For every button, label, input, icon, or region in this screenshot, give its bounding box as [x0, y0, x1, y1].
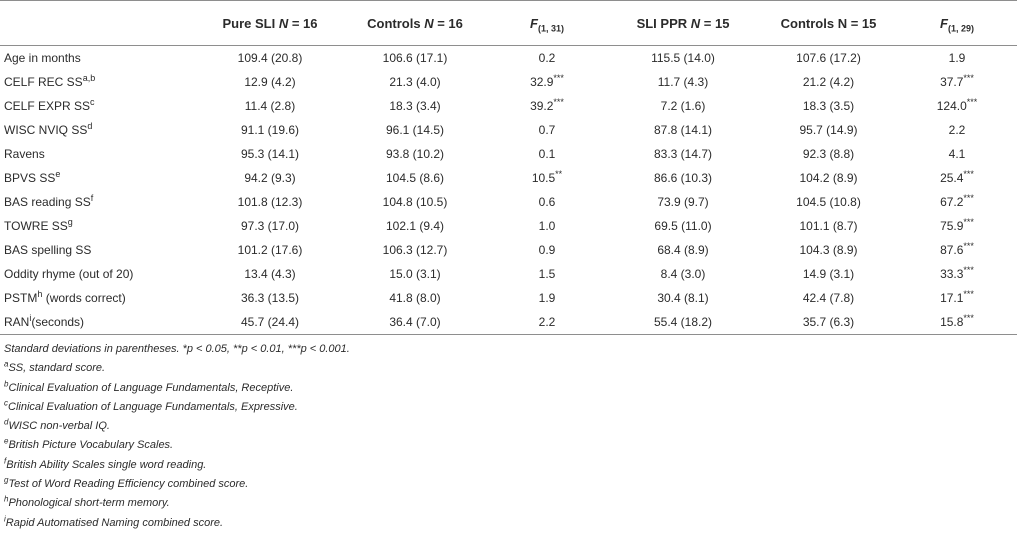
footnote-letter: i [4, 514, 6, 524]
cell-value: 37.7 [940, 75, 964, 89]
measure-name: CELF REC SS [4, 75, 83, 89]
row-label [0, 238, 198, 262]
footnote-text: Test of Word Reading Efficiency combined score. [8, 478, 249, 491]
cell-value: 69.5 (11.0) [654, 219, 712, 233]
header-count: = 16 [288, 15, 318, 31]
table-cell [488, 214, 606, 238]
table-cell [198, 46, 342, 71]
significance-stars: *** [966, 97, 978, 107]
cell-value: 106.6 (17.1) [382, 51, 448, 65]
cell-value: 11.7 (4.3) [657, 75, 709, 89]
footnote-marker: h [37, 289, 43, 299]
header-n: N [278, 15, 289, 31]
notes-main: Standard deviations in parentheses. *p < 0.05, **p < 0.01, ***p < 0.001. [4, 343, 350, 355]
footnote-marker: e [55, 169, 61, 179]
table-cell [342, 214, 488, 238]
header-df: (1, 31) [537, 23, 564, 34]
cell-value: 1.5 [538, 267, 556, 281]
cell-value: 55.4 (18.2) [653, 315, 713, 329]
table-cell [760, 190, 897, 214]
cell-value: 18.3 (3.5) [802, 99, 855, 113]
cell-value: 104.5 (10.8) [796, 195, 861, 209]
cell-value: 0.2 [538, 51, 556, 65]
measure-name: Oddity rhyme (out of 20) [4, 267, 134, 281]
footnote [4, 494, 350, 513]
cell-value: 32.9 [530, 75, 554, 89]
footnote [4, 514, 350, 533]
cell-value: 101.1 (8.7) [799, 219, 858, 233]
table-cell [760, 70, 897, 94]
table-cell [488, 142, 606, 166]
footnote-letter: c [4, 398, 8, 408]
cell-value: 101.8 (12.3) [237, 195, 303, 209]
column-header-5 [760, 1, 897, 46]
header-count: = 16 [433, 15, 463, 31]
cell-value: 67.2 [940, 195, 964, 209]
table-row [0, 190, 1017, 214]
cell-value: 12.9 (4.2) [244, 75, 296, 89]
table-cell [606, 190, 760, 214]
column-header-3 [488, 1, 606, 46]
column-header-1 [198, 1, 342, 46]
table-cell [342, 46, 488, 71]
cell-value: 75.9 [940, 219, 964, 233]
table-cell [488, 118, 606, 142]
cell-value: 68.4 (8.9) [657, 243, 709, 257]
table-cell [198, 310, 342, 335]
table-cell [488, 46, 606, 71]
table-cell [342, 310, 488, 335]
cell-value: 1.9 [538, 291, 556, 305]
significance-stars: *** [553, 73, 564, 83]
cell-value: 7.2 (1.6) [660, 99, 706, 113]
table-cell [342, 190, 488, 214]
column-header-6 [897, 1, 1017, 46]
header-n: N [424, 15, 434, 31]
cell-value: 96.1 (14.5) [385, 123, 445, 137]
cell-value: 42.4 (7.8) [802, 291, 855, 305]
footnote-marker: d [87, 121, 93, 131]
row-label [0, 70, 198, 94]
table-cell [606, 46, 760, 71]
table-cell [897, 70, 1017, 94]
cell-value: 17.1 [940, 291, 964, 305]
header-group: Controls [367, 15, 421, 31]
header-group: SLI PPR [636, 15, 688, 31]
table-cell [760, 286, 897, 310]
table-cell [342, 70, 488, 94]
table-cell [198, 262, 342, 286]
table-cell [606, 286, 760, 310]
cell-value: 13.4 (4.3) [244, 267, 296, 281]
row-label [0, 142, 198, 166]
table-cell [342, 118, 488, 142]
table-cell [198, 190, 342, 214]
cell-value: 102.1 (9.4) [385, 219, 445, 233]
table-cell [488, 310, 606, 335]
significance-stars: *** [963, 193, 974, 203]
table-cell [488, 262, 606, 286]
table-cell [488, 238, 606, 262]
table-cell [897, 118, 1017, 142]
table-cell [198, 286, 342, 310]
cell-value: 25.4 [940, 171, 964, 185]
table-cell [606, 214, 760, 238]
cell-value: 95.3 (14.1) [240, 147, 300, 161]
cell-value: 104.8 (10.5) [382, 195, 448, 209]
header-group: Controls N = 15 [780, 15, 877, 31]
table-row [0, 238, 1017, 262]
cell-value: 92.3 (8.8) [802, 147, 855, 161]
measure-name: TOWRE SS [4, 219, 68, 233]
cell-value: 91.1 (19.6) [240, 123, 300, 137]
measure-name: BPVS SS [4, 171, 56, 185]
table-cell [897, 238, 1017, 262]
table-row [0, 118, 1017, 142]
footnote-list [4, 359, 350, 533]
measure-name: BAS spelling SS [4, 243, 92, 257]
footnote-letter: f [4, 456, 7, 466]
cell-value: 87.8 (14.1) [653, 123, 713, 137]
cell-value: 104.2 (8.9) [799, 171, 858, 185]
table-row [0, 94, 1017, 118]
table-row [0, 310, 1017, 335]
table-cell [897, 166, 1017, 190]
cell-value: 8.4 (3.0) [660, 267, 706, 281]
table-cell [606, 166, 760, 190]
table-row [0, 46, 1017, 71]
table-cell [760, 118, 897, 142]
footnote-marker: i [29, 313, 32, 323]
column-header-4 [606, 1, 760, 46]
footnote-letter: e [4, 436, 9, 446]
cell-value: 104.3 (8.9) [799, 243, 858, 257]
cell-value: 11.4 (2.8) [244, 99, 296, 113]
row-label [0, 262, 198, 286]
footnote-letter: d [4, 417, 9, 427]
footnote-marker: c [90, 97, 95, 107]
table-row [0, 286, 1017, 310]
significance-stars: *** [963, 241, 974, 251]
header-df: (1, 29) [947, 23, 974, 34]
cell-value: 124.0 [936, 99, 967, 113]
table-cell [198, 70, 342, 94]
cell-value: 36.4 (7.0) [389, 315, 441, 329]
table-cell [606, 310, 760, 335]
table-cell [488, 166, 606, 190]
table-cell [342, 142, 488, 166]
cell-value: 94.2 (9.3) [244, 171, 296, 185]
footnote-letter: g [4, 475, 9, 485]
cell-value: 73.9 (9.7) [657, 195, 709, 209]
cell-value: 39.2 [530, 99, 554, 113]
significance-stars: ** [555, 169, 563, 179]
table-cell [897, 310, 1017, 335]
table-cell [897, 262, 1017, 286]
table-cell [760, 94, 897, 118]
table-row [0, 142, 1017, 166]
footnote-marker: g [67, 217, 73, 227]
table-cell [760, 46, 897, 71]
measure-name: WISC NVIQ SS [4, 123, 88, 137]
table-cell [342, 166, 488, 190]
cell-value: 95.7 (14.9) [799, 123, 858, 137]
cell-value: 14.9 (3.1) [802, 267, 855, 281]
cell-value: 97.3 (17.0) [240, 219, 300, 233]
footnote-text: SS, standard score. [8, 362, 106, 375]
significance-stars: *** [963, 289, 974, 299]
row-label [0, 46, 198, 71]
footnote-text: British Ability Scales single word reading. [6, 458, 207, 471]
cell-value: 2.2 [948, 123, 966, 137]
table-cell [198, 118, 342, 142]
cell-value: 4.1 [948, 147, 966, 161]
cell-value: 2.2 [538, 315, 556, 329]
significance-stars: *** [963, 265, 974, 275]
header-count: = 15 [700, 15, 730, 31]
footnote [4, 475, 350, 494]
cell-value: 115.5 (14.0) [651, 51, 715, 65]
table-cell [342, 94, 488, 118]
row-label [0, 214, 198, 238]
cell-value: 21.2 (4.2) [802, 75, 855, 89]
footnote-letter: h [4, 494, 9, 504]
footnote-letter: a [4, 359, 9, 369]
cell-value: 18.3 (3.4) [389, 99, 441, 113]
table-row [0, 262, 1017, 286]
row-label [0, 286, 198, 310]
header-f: F [530, 15, 538, 31]
table-cell [198, 94, 342, 118]
footnote-text: British Picture Vocabulary Scales. [8, 439, 174, 452]
cell-value: 104.5 (8.6) [385, 171, 445, 185]
header-blank [0, 1, 198, 46]
cell-value: 109.4 (20.8) [237, 51, 303, 65]
cell-value: 0.7 [538, 123, 556, 137]
cell-value: 1.0 [538, 219, 556, 233]
footnote [4, 398, 350, 417]
table-cell [606, 94, 760, 118]
cell-value: 93.8 (10.2) [385, 147, 445, 161]
table-cell [488, 70, 606, 94]
row-label [0, 118, 198, 142]
table-cell [760, 142, 897, 166]
table-cell [488, 286, 606, 310]
measure-name: PSTM [4, 291, 38, 305]
significance-stars: *** [963, 73, 974, 83]
table-cell [760, 238, 897, 262]
table-cell [897, 46, 1017, 71]
measure-name: Age in months [4, 51, 81, 65]
footnote-text: WISC non-verbal IQ. [8, 420, 110, 433]
table-cell [897, 142, 1017, 166]
cell-value: 41.8 (8.0) [389, 291, 441, 305]
footnote-marker: a,b [82, 73, 96, 83]
footnote-marker: f [90, 193, 94, 203]
measure-name: RAN [4, 315, 30, 329]
table-cell [760, 262, 897, 286]
table-cell [760, 166, 897, 190]
table-cell [606, 70, 760, 94]
table-body [0, 46, 1017, 335]
footnote-text: Rapid Automatised Naming combined score. [5, 516, 224, 529]
cell-value: 83.3 (14.7) [653, 147, 713, 161]
table-row [0, 166, 1017, 190]
measure-name: BAS reading SS [4, 195, 91, 209]
cell-value: 15.0 (3.1) [389, 267, 441, 281]
measure-name: CELF EXPR SS [4, 99, 91, 113]
table-cell [760, 214, 897, 238]
table-row [0, 214, 1017, 238]
table-cell [897, 94, 1017, 118]
footnote-text: Clinical Evaluation of Language Fundamentals, Receptive. [8, 381, 294, 394]
significance-stars: *** [963, 217, 974, 227]
cell-value: 15.8 [940, 315, 964, 329]
cell-value: 101.2 (17.6) [237, 243, 303, 257]
column-header-2 [342, 1, 488, 46]
header-f: F [940, 15, 948, 31]
footnote [4, 436, 350, 455]
cell-value: 0.9 [538, 243, 556, 257]
cell-value: 21.3 (4.0) [389, 75, 441, 89]
footnote [4, 456, 350, 475]
table-cell [897, 214, 1017, 238]
table-cell [198, 166, 342, 190]
cell-value: 33.3 [940, 267, 964, 281]
table-notes [4, 340, 350, 533]
significance-stars: *** [553, 97, 564, 107]
table-row [0, 70, 1017, 94]
cell-value: 30.4 (8.1) [657, 291, 709, 305]
table-cell [897, 190, 1017, 214]
table-cell [198, 142, 342, 166]
table-cell [342, 286, 488, 310]
footnote-text: Phonological short-term memory. [8, 497, 170, 510]
row-label [0, 94, 198, 118]
footnote [4, 379, 350, 398]
cell-value: 0.1 [538, 147, 556, 161]
table-cell [488, 94, 606, 118]
cell-value: 107.6 (17.2) [796, 51, 861, 65]
footnote-letter: b [4, 378, 9, 388]
cell-value: 87.6 [940, 243, 964, 257]
table-cell [342, 262, 488, 286]
footnote-text: Clinical Evaluation of Language Fundamentals, Expressive. [8, 400, 298, 413]
cell-value: 10.5 [531, 171, 556, 185]
row-label [0, 166, 198, 190]
table-cell [488, 190, 606, 214]
measure-suffix: (seconds) [31, 315, 85, 329]
table-cell [606, 262, 760, 286]
table-cell [760, 310, 897, 335]
table-cell [606, 142, 760, 166]
footnote [4, 359, 350, 378]
row-label [0, 310, 198, 335]
significance-stars: *** [963, 313, 974, 323]
table-cell [342, 238, 488, 262]
cell-value: 35.7 (6.3) [802, 315, 855, 329]
table-cell [198, 214, 342, 238]
cell-value: 106.3 (12.7) [382, 243, 448, 257]
measure-suffix: (words correct) [42, 291, 126, 305]
header-group: Pure SLI [222, 15, 276, 31]
cell-value: 1.9 [948, 51, 966, 65]
table-cell [606, 118, 760, 142]
header-row [0, 1, 1017, 46]
table-cell [897, 286, 1017, 310]
significance-stars: *** [963, 169, 974, 179]
cell-value: 0.6 [538, 195, 556, 209]
measure-name: Ravens [4, 147, 45, 161]
table-cell [198, 238, 342, 262]
cell-value: 45.7 (24.4) [240, 315, 300, 329]
cell-value: 36.3 (13.5) [240, 291, 300, 305]
cell-value: 86.6 (10.3) [653, 171, 713, 185]
footnote [4, 417, 350, 436]
table-cell [606, 238, 760, 262]
row-label [0, 190, 198, 214]
header-n: N [690, 15, 701, 31]
